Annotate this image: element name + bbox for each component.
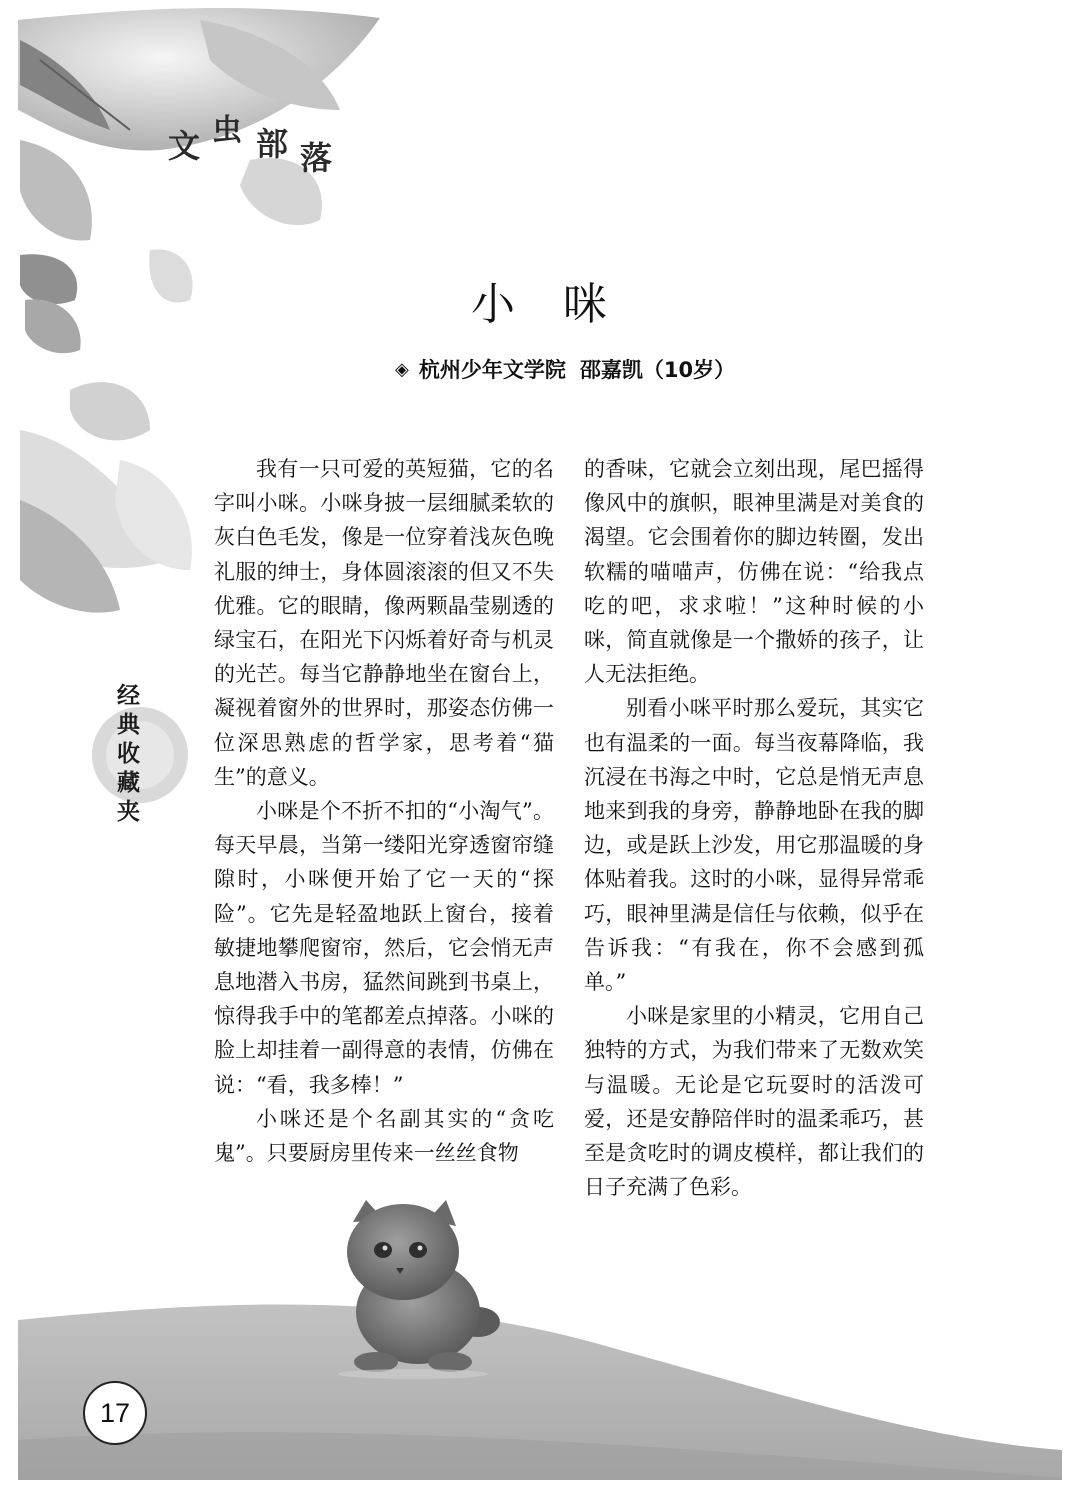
byline-organization: 杭州少年文学院 (418, 358, 566, 382)
page-number-text: 17 (99, 1397, 131, 1428)
section-title-char: 部 (256, 125, 289, 163)
byline-author: 邵嘉凯（10岁） (579, 358, 736, 382)
paragraph: 小咪还是个名副其实的“贪吃鬼”。只要厨房里传来一丝丝食物 (214, 1106, 554, 1166)
paragraph: 小咪是个不折不扣的“小淘气”。每天早晨，当第一缕阳光穿透窗帘缝隙时，小咪便开始了它一天的“探险”。它先是轻盈地跃上窗台，接着敏捷地攀爬窗帘，然后，它会悄无声息地潜入书房，猛然间跳到书桌上，惊得我手中的笔都差点掉落。小咪的脸上却挂着一副得意的表情，仿佛在说：“看，我多棒！” (214, 799, 554, 1097)
article-title-text: 小 咪 (471, 279, 609, 330)
byline (395, 352, 735, 386)
section-title-char: 落 (300, 139, 333, 177)
kitten-illustration (318, 1192, 508, 1382)
diamond-bullet-icon: ◈ (395, 358, 409, 380)
section-title-char: 文 (168, 127, 201, 165)
paragraph: 的香味，它就会立刻出现，尾巴摇得像风中的旗帜，眼神里满是对美食的渴望。它会围着你的脚边转圈，发出软糯的喵喵声，仿佛在说：“给我点吃的吧，求求啦！”这种时候的小咪，简直就像是一个撒娇的孩子，让人无法拒绝。 (584, 457, 924, 687)
paragraph: 我有一只可爱的英短猫，它的名字叫小咪。小咪身披一层细腻柔软的灰白色毛发，像是一位穿着浅灰色晚礼服的绅士，身体圆滚滚的但又不失优雅。它的眼睛，像两颗晶莹剔透的绿宝石，在阳光下闪烁着好奇与机灵的光芒。每当它静静地坐在窗台上，凝视着窗外的世界时，那姿态仿佛一位深思熟虑的哲学家，思考着“猫生”的意义。 (214, 457, 554, 789)
paragraph: 小咪是家里的小精灵，它用自己独特的方式，为我们带来了无数欢笑与温暖。无论是它玩耍时的活泼可爱，还是安静陪伴时的温柔乖巧，甚至是贪吃时的调皮模样，都让我们的日子充满了色彩。 (584, 1004, 924, 1200)
section-title (168, 112, 348, 182)
page-number (83, 1381, 147, 1445)
paragraph: 别看小咪平时那么爱玩，其实它也有温柔的一面。每当夜幕降临，我沉浸在书海之中时，它总是悄无声息地来到我的身旁，静静地卧在我的脚边，或是跃上沙发，用它那温暖的身体贴着我。这时的小咪，显得异常乖巧，眼神里满是信任与依赖，似乎在告诉我：“有我在，你不会感到孤单。” (584, 696, 924, 995)
article-title (0, 268, 1080, 332)
text-column-left (214, 452, 554, 1170)
text-column-right (584, 452, 924, 1204)
side-label: 经典收藏夹 (113, 683, 139, 828)
section-title-char: 虫 (212, 113, 242, 148)
